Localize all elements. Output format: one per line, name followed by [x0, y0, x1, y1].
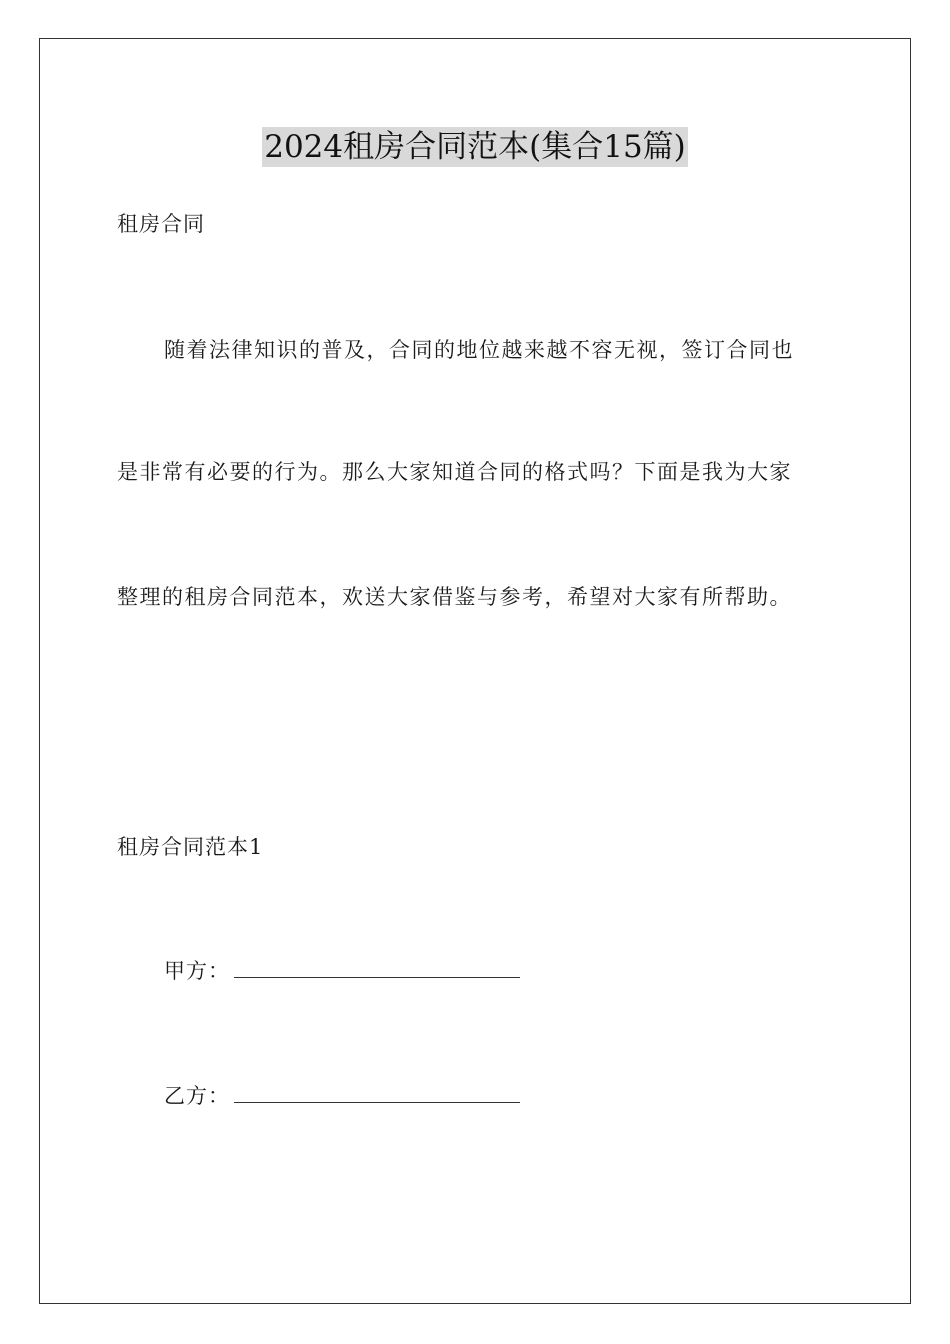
document-title: 2024租房合同范本(集合15篇) — [264, 129, 686, 165]
intro-line-2: 是非常有必要的行为。那么大家知道合同的格式吗？下面是我为大家 — [117, 460, 792, 484]
party-b-blank-line — [234, 1082, 520, 1103]
section-heading: 租房合同 — [117, 212, 205, 236]
sample-heading: 租房合同范本1 — [117, 835, 264, 859]
party-b-row — [164, 1082, 520, 1110]
party-a-label: 甲方： — [164, 959, 230, 983]
party-a-row — [164, 957, 520, 985]
intro-line-1: 随着法律知识的普及，合同的地位越来越不容无视，签订合同也 — [164, 338, 794, 362]
party-a-blank-line — [234, 957, 520, 978]
intro-line-3: 整理的租房合同范本，欢送大家借鉴与参考，希望对大家有所帮助。 — [117, 585, 792, 609]
party-b-label: 乙方： — [164, 1084, 230, 1108]
title-container — [0, 127, 950, 167]
